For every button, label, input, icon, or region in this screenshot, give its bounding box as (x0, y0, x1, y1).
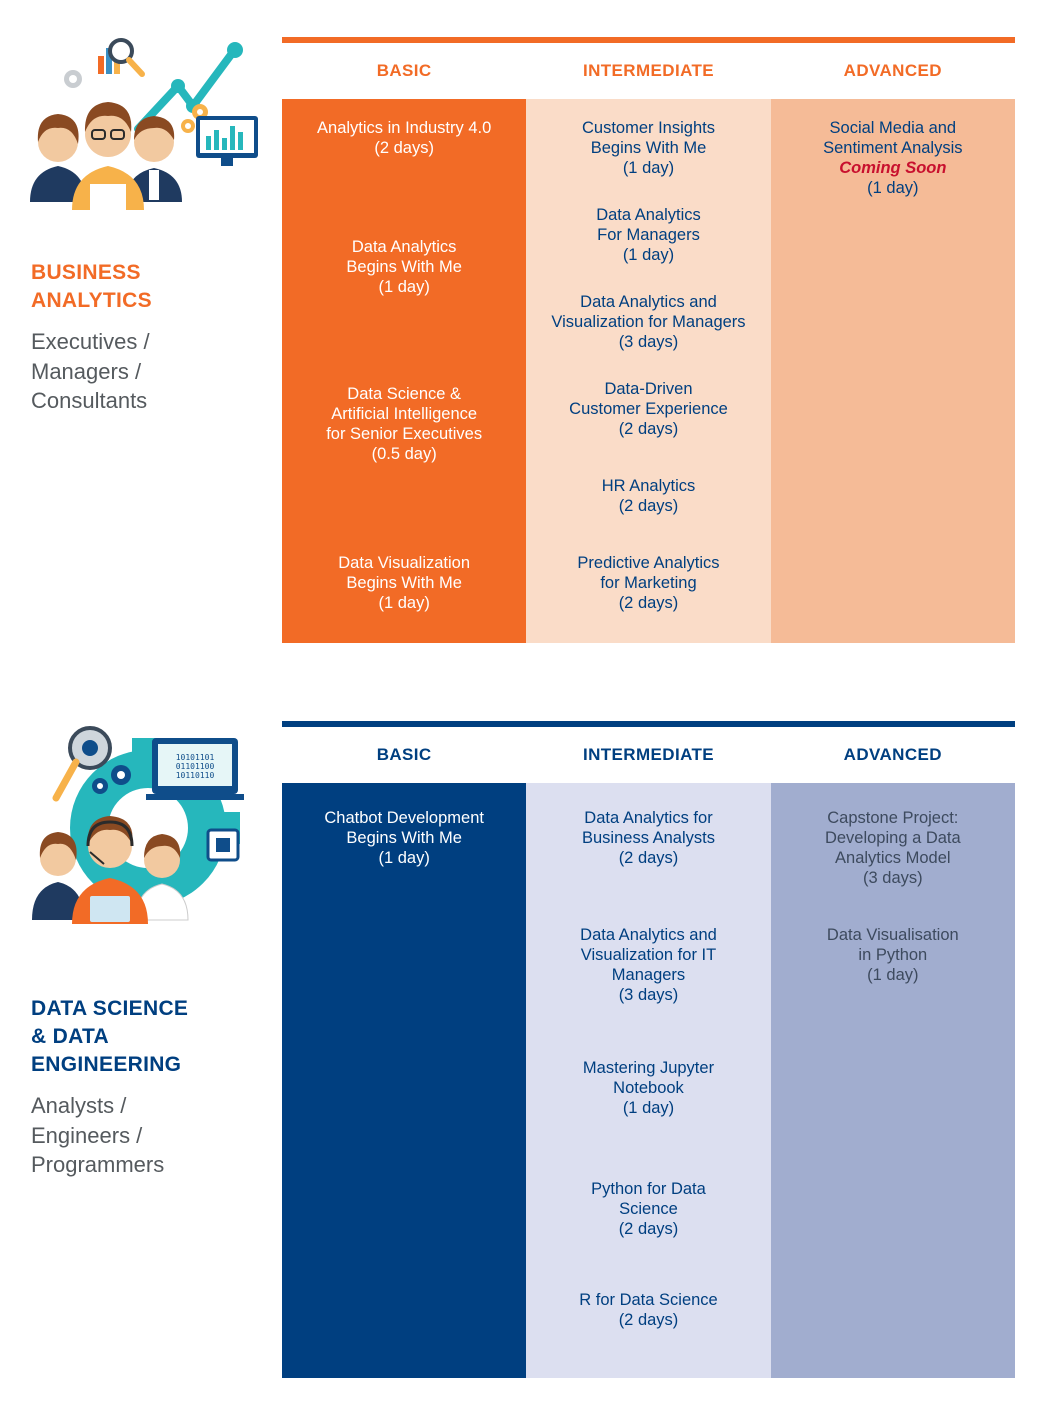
column-advanced (771, 99, 1015, 643)
business-analytics-course-table (282, 37, 1015, 643)
course-item[interactable]: Data Science & Artificial Intelligence for Senior Executives (0.5 day) (326, 385, 483, 463)
course-item[interactable]: Capstone Project: Developing a Data Analytics Model (3 days) (824, 809, 961, 887)
header-basic: BASIC (376, 745, 432, 764)
data-science-illustration (28, 718, 263, 933)
course-item[interactable]: Analytics in Industry 4.0 (2 days) (317, 119, 492, 157)
course-item[interactable]: Data Analytics For Managers (1 day) (596, 206, 701, 264)
course-item[interactable]: Data Analytics Begins With Me (1 day) (346, 238, 462, 296)
column-intermediate (526, 99, 770, 643)
audience-text: Executives / Managers / Consultants (31, 329, 150, 413)
course-item[interactable]: HR Analytics (2 days) (601, 477, 696, 515)
course-item[interactable]: Customer Insights Begins With Me (1 day) (582, 119, 715, 177)
course-item[interactable]: R for Data Science (2 days) (579, 1291, 718, 1329)
course-item[interactable]: Data Visualisation in Python (1 day) (826, 926, 959, 984)
course-columns (282, 783, 1015, 1378)
course-item[interactable]: Data Analytics for Business Analysts (2 days) (582, 809, 715, 867)
column-basic (282, 783, 526, 1378)
course-item[interactable]: Mastering Jupyter Notebook (1 day) (582, 1059, 715, 1117)
course-item[interactable]: Data-Driven Customer Experience (2 days) (569, 380, 728, 438)
level-headers (282, 727, 1015, 783)
svg-text:01101100: 01101100 (175, 762, 215, 771)
audience-text: Analysts / Engineers / Programmers (31, 1093, 165, 1177)
data-science-course-table (282, 721, 1015, 1378)
course-item[interactable]: Data Analytics and Visualization for IT Managers (3 days) (580, 926, 717, 1004)
svg-text:10110110: 10110110 (175, 771, 215, 780)
business-analytics-section (0, 0, 1042, 660)
column-advanced (771, 783, 1015, 1378)
header-intermediate: INTERMEDIATE (582, 61, 715, 80)
svg-text:10101101: 10101101 (175, 753, 215, 762)
column-basic (282, 99, 526, 643)
column-intermediate (526, 783, 770, 1378)
course-item[interactable]: Social Media and Sentiment Analysis Coming Soon (1 day) (771, 118, 1015, 198)
level-headers (282, 43, 1015, 99)
data-science-section (0, 700, 1042, 1400)
header-advanced: ADVANCED (843, 61, 942, 80)
header-intermediate: INTERMEDIATE (582, 745, 715, 764)
course-item[interactable]: Chatbot Development Begins With Me (1 day) (324, 809, 484, 867)
course-columns (282, 99, 1015, 643)
coming-soon-badge: Coming Soon (839, 159, 947, 177)
course-item[interactable]: Data Analytics and Visualization for Managers (3 days) (551, 293, 746, 351)
business-analytics-illustration (28, 34, 263, 214)
category-title: DATA SCIENCE & DATA ENGINEERING (31, 997, 189, 1076)
header-advanced: ADVANCED (843, 745, 942, 764)
header-basic: BASIC (376, 61, 432, 80)
course-item[interactable]: Data Visualization Begins With Me (1 day) (338, 554, 471, 612)
category-title: BUSINESS ANALYTICS (31, 261, 152, 312)
course-item[interactable]: Predictive Analytics for Marketing (2 days) (577, 554, 720, 612)
course-item[interactable]: Python for Data Science (2 days) (591, 1180, 706, 1238)
